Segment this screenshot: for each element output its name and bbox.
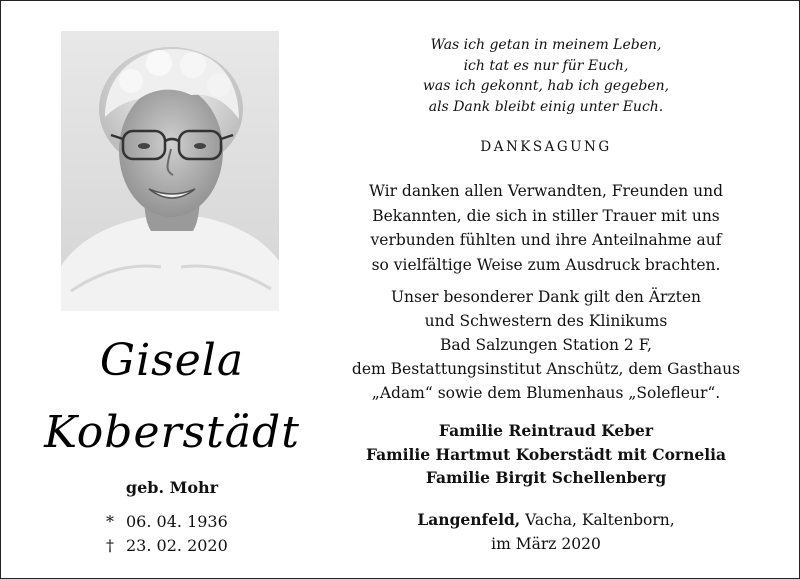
text-line: dem Bestattungsinstitut Anschütz, dem Gasthaus xyxy=(351,360,741,378)
poem-line: als Dank bleibt einig unter Euch. xyxy=(428,98,664,115)
family-name: Familie Reintraud Keber xyxy=(438,421,654,440)
heading: DANKSAGUNG xyxy=(480,139,612,155)
text-line: so vielfältige Weise zum Ausdruck brachten. xyxy=(371,255,721,274)
deceased-first-name: Gisela xyxy=(99,335,245,386)
text-line: Bad Salzungen Station 2 F, xyxy=(439,336,652,354)
text-line: Wir danken allen Verwandten, Freunden und xyxy=(368,182,723,200)
poem-line: was ich gekonnt, hab ich gegeben, xyxy=(422,78,670,94)
family-name: Familie Birgit Schellenberg xyxy=(425,468,667,487)
date-line: im März 2020 xyxy=(491,535,601,553)
place-line xyxy=(301,508,791,532)
thanks-paragraph-2 xyxy=(301,285,791,405)
place-and-date xyxy=(301,508,791,556)
text-line: verbunden fühlten und ihre Anteilnahme auf xyxy=(370,231,722,249)
maiden-name: geb. Mohr xyxy=(125,478,219,497)
deceased-last-name: Koberstädt xyxy=(44,407,300,458)
family-name: Familie Hartmut Koberstädt mit Cornelia xyxy=(365,444,727,464)
poem xyxy=(301,35,791,117)
text-line: und Schwestern des Klinikums xyxy=(424,312,668,330)
portrait-photo xyxy=(61,31,279,311)
main-town: Langenfeld, xyxy=(417,510,521,529)
birth-symbol: * xyxy=(106,512,114,531)
life-dates xyxy=(106,510,228,558)
other-towns: Vacha, Kaltenborn, xyxy=(520,511,675,529)
thanks-paragraph-1 xyxy=(301,179,791,277)
birth-date: 06. 04. 1936 xyxy=(126,512,228,531)
death-date-row xyxy=(106,534,228,558)
text-line: „Adam“ sowie dem Blumenhaus „Solefleur“. xyxy=(371,384,721,402)
poem-line: ich tat es nur für Euch, xyxy=(463,57,629,74)
death-symbol: † xyxy=(106,536,114,555)
death-date: 23. 02. 2020 xyxy=(126,536,228,555)
family-list xyxy=(301,419,791,490)
birth-date-row xyxy=(106,510,228,534)
text-line: Bekannten, die sich in stiller Trauer mit uns xyxy=(372,206,720,225)
text-line: Unser besonderer Dank gilt den Ärzten xyxy=(390,288,701,306)
poem-line: Was ich getan in meinem Leben, xyxy=(430,37,662,53)
